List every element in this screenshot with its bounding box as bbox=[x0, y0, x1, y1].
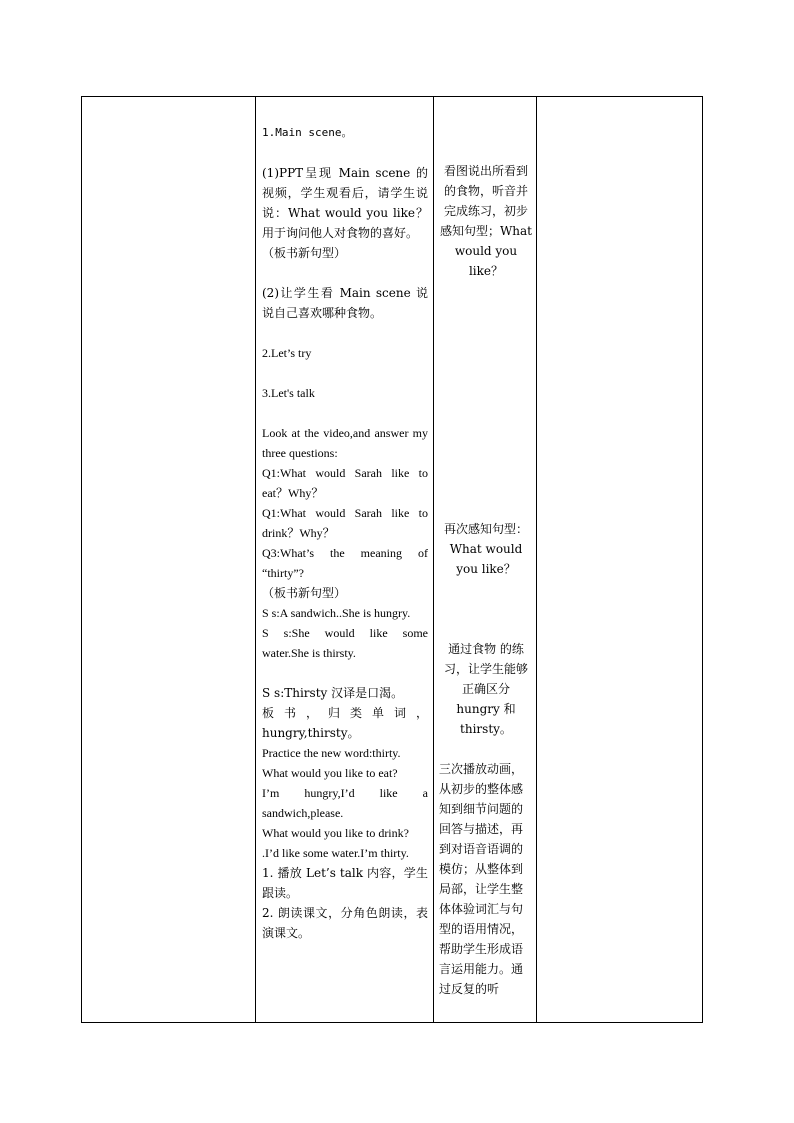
answer-1: S s:A sandwich..She is hungry. bbox=[262, 606, 411, 620]
answer-3: S s:Thirsty 汉译是口渴。 bbox=[262, 686, 404, 700]
section-lets-try: 2.Let’s try bbox=[262, 346, 312, 360]
step-role-play: 2. 朗读课文，分角色朗读，表演课文。 bbox=[262, 906, 428, 940]
dialog-line: What would you like to eat? bbox=[262, 766, 398, 780]
section-main-scene: 1.Main scene。 bbox=[262, 126, 353, 139]
practice-word: Practice the new word:thirty. bbox=[262, 746, 401, 760]
design-intent-2: 再次感知句型：What would you like？ bbox=[443, 522, 528, 576]
design-intent-4: 三次播放动画，从初步的整体感知到细节问题的回答与描述，再到对语音语调的模仿；从整体到局部，让学生整体体验词汇与句型的语用情况，帮助学生形成语言运用能力。通过反复的听 bbox=[439, 762, 524, 996]
question-1: Q1:What would Sarah like to eat？Why？ bbox=[262, 466, 428, 500]
column-divider bbox=[536, 97, 537, 1022]
section-lets-talk: 3.Let's talk bbox=[262, 386, 315, 400]
design-intent-3: 通过食物 的练习，让学生能够正确区分 hungry 和 thirsty。 bbox=[443, 642, 528, 736]
question-3: Q3:What’s the meaning of “thirty”? bbox=[262, 546, 428, 580]
column-divider bbox=[255, 97, 256, 1022]
board-words: 板书，归类单词，hungry,thirsty。 bbox=[262, 706, 428, 740]
dialog-line: I’m hungry,I’d like a sandwich,please. bbox=[262, 786, 428, 820]
answer-2: S s:She would like some water.She is thirsty. bbox=[262, 626, 428, 660]
question-2: Q1:What would Sarah like to drink？Why？ bbox=[262, 506, 428, 540]
step-follow-reading: 1. 播放 Let’s talk 内容，学生跟读。 bbox=[262, 866, 428, 900]
dialog-line: .I’d like some water.I’m thirty. bbox=[262, 846, 409, 860]
board-note: （板书新句型） bbox=[262, 246, 347, 260]
step-talk-favorite-food: (2)让学生看 Main scene 说说自己喜欢哪种食物。 bbox=[262, 286, 428, 320]
video-instruction: Look at the video,and answer my three questions: bbox=[262, 426, 428, 460]
lesson-table bbox=[81, 96, 703, 1023]
design-intent-1: 看图说出所看到的食物，听音并完成练习，初步感知句型；What would you like？ bbox=[439, 164, 533, 278]
dialog-line: What would you like to drink? bbox=[262, 826, 409, 840]
teaching-process-cell bbox=[262, 123, 428, 943]
step-ppt-main-scene: (1)PPT呈现 Main scene 的视频，学生观看后，请学生说说：What would you like？用于询问他人对食物的喜好。 bbox=[262, 166, 428, 240]
board-note: （板书新句型） bbox=[262, 586, 347, 600]
column-divider bbox=[433, 97, 434, 1022]
